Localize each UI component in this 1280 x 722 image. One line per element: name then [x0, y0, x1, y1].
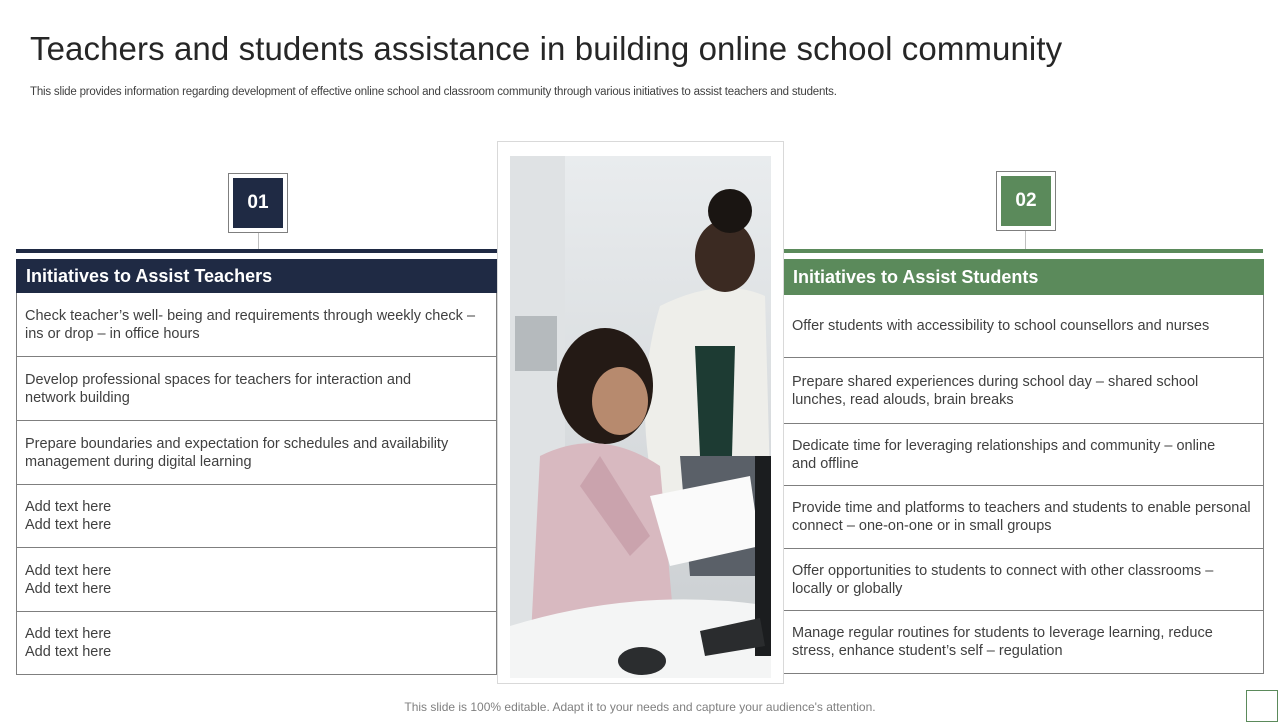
teachers-item-text: Add text here Add text here	[25, 499, 112, 533]
students-item-text: Provide time and platforms to teachers and students to enable personal connect – one-on-one or in small groups	[792, 500, 1251, 534]
teachers-connector	[258, 233, 259, 249]
teachers-list-item	[17, 356, 496, 420]
teachers-number: 01	[233, 178, 283, 228]
students-accent-bar	[784, 249, 1263, 253]
teachers-item-text: Add text here Add text here	[25, 626, 112, 660]
teachers-list	[16, 293, 497, 675]
students-connector	[1025, 231, 1026, 249]
students-item-text: Offer students with accessibility to school counsellors and nurses	[792, 318, 1210, 334]
students-number: 02	[1001, 176, 1051, 226]
students-item-text: Prepare shared experiences during school day – shared school lunches, read alouds, brain breaks	[792, 373, 1199, 408]
teachers-item-text: Prepare boundaries and expectation for schedules and availability management during digital learning	[25, 435, 449, 470]
teachers-list-item	[17, 420, 496, 484]
teachers-item-text: Check teacher’s well- being and requirements through weekly check – ins or drop – in office hours	[25, 307, 476, 342]
teachers-list-item	[17, 484, 496, 547]
students-panel	[783, 259, 1264, 674]
teachers-accent-bar	[16, 249, 497, 253]
teachers-list-item	[17, 611, 496, 674]
teachers-panel-header: Initiatives to Assist Teachers	[16, 259, 497, 293]
teachers-list-item	[17, 547, 496, 611]
students-list-item	[784, 295, 1263, 357]
teachers-list-item	[17, 293, 496, 356]
students-list-item	[784, 485, 1263, 548]
slide-footer: This slide is 100% editable. Adapt it to your needs and capture your audience's attention.	[404, 700, 876, 714]
students-list-item	[784, 548, 1263, 610]
photo-frame	[497, 141, 784, 684]
students-number-badge	[996, 171, 1056, 231]
students-list-item	[784, 357, 1263, 423]
students-list	[783, 295, 1264, 674]
slide-title: Teachers and students assistance in building online school community	[30, 30, 1063, 67]
corner-decoration	[1246, 690, 1278, 722]
students-list-item	[784, 423, 1263, 485]
students-item-text: Dedicate time for leveraging relationships and community – online and offline	[792, 437, 1216, 472]
teachers-number-badge	[228, 173, 288, 233]
teachers-item-text: Develop professional spaces for teachers for interaction and network building	[25, 371, 412, 406]
slide-subtitle: This slide provides information regarding development of effective online school and classroom community through various initiatives to assist teachers and students.	[30, 86, 837, 98]
students-item-text: Manage regular routines for students to leverage learning, reduce stress, enhance student’s self – regulation	[792, 625, 1213, 659]
students-panel-header: Initiatives to Assist Students	[783, 259, 1264, 295]
students-list-item	[784, 610, 1263, 673]
students-item-text: Offer opportunities to students to connect with other classrooms – locally or globally	[792, 562, 1214, 597]
classroom-photo	[510, 156, 771, 678]
teachers-item-text: Add text here Add text here	[25, 562, 112, 597]
teachers-panel	[16, 259, 497, 675]
